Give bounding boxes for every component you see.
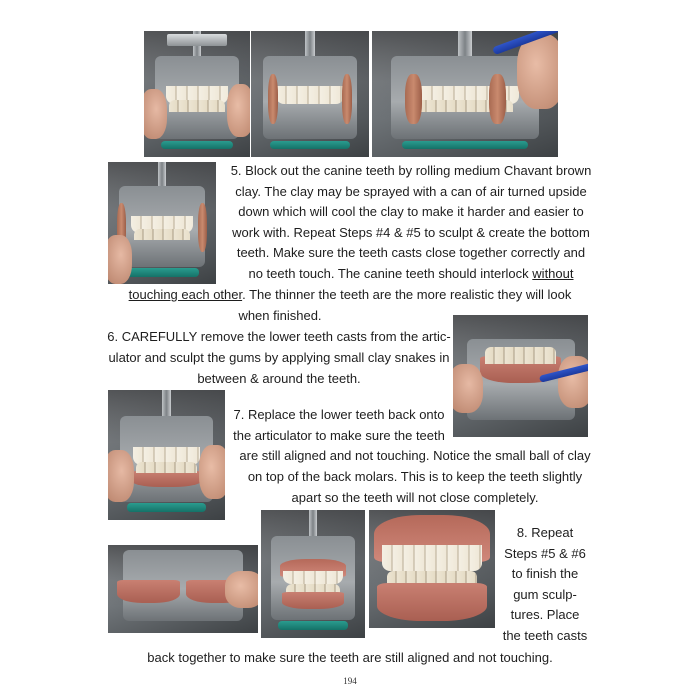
photo-canine-clay-front [251,31,369,157]
step6-line3: between & around the teeth. [197,371,361,386]
step8-line4: gum sculp- [513,587,577,602]
step5-line3: down which will cool the clay to make it harder and easier to [238,204,584,219]
step7-line1: 7. Replace the lower teeth back onto [233,407,445,422]
step5-line2: clay. The clay may be sprayed with a can of air turned upside [235,184,587,199]
step5-line6 [216,264,606,285]
step5-line5: teeth. Make sure the teeth casts close together correctly and [236,245,586,260]
step5-line1: 5. Block out the canine teeth by rolling medium Chavant brown [230,163,592,178]
step5-line7 [100,285,600,306]
photo-gum-sculpture-closeup [369,510,495,628]
step8-line6: the teeth casts [502,628,588,643]
photo-lower-teeth-replaced [108,390,225,520]
step5-underline-without: without [532,266,574,281]
page-number: 194 [343,676,357,686]
step8-line7: back together to make sure the teeth are still aligned and not touching. [147,650,553,665]
photo-bottom-teeth-created [108,162,216,284]
step8-line2: Steps #5 & #6 [504,546,586,561]
step7-line2: the articulator to make sure the teeth [233,428,445,443]
step5-line8: when finished. [238,308,322,323]
step7-line4: on top of the back molars. This is to keep the teeth slightly [247,469,583,484]
photo-articulator-hands [144,31,250,157]
photo-gum-sculpture-open [108,545,258,633]
photo-canine-clay-closeup [372,31,558,157]
step7-line5: apart so the teeth will not close completely. [291,490,539,505]
step8-line5: tures. Place [510,607,580,622]
step6-line2: ulator and sculpt the gums by applying small clay snakes in [108,350,450,365]
step5-line6-text: no teeth touch. The canine teeth should interlock [248,266,529,281]
step5-line4: work with. Repeat Steps #4 & #5 to sculpt & create the bottom [232,225,590,240]
photo-sculpting-gums [453,315,588,437]
step8-line3: to finish the [511,566,579,581]
step5-underline-touching: touching each other [128,287,243,302]
step8-line1: 8. Repeat [516,525,574,540]
photo-gum-sculpture-closed [261,510,365,638]
step6-line1: 6. CAREFULLY remove the lower teeth casts from the artic- [107,329,451,344]
step5-line7-text: . The thinner the teeth are the more realistic they will look [242,287,572,302]
step7-line3: are still aligned and not touching. Notice the small ball of clay [239,448,591,463]
